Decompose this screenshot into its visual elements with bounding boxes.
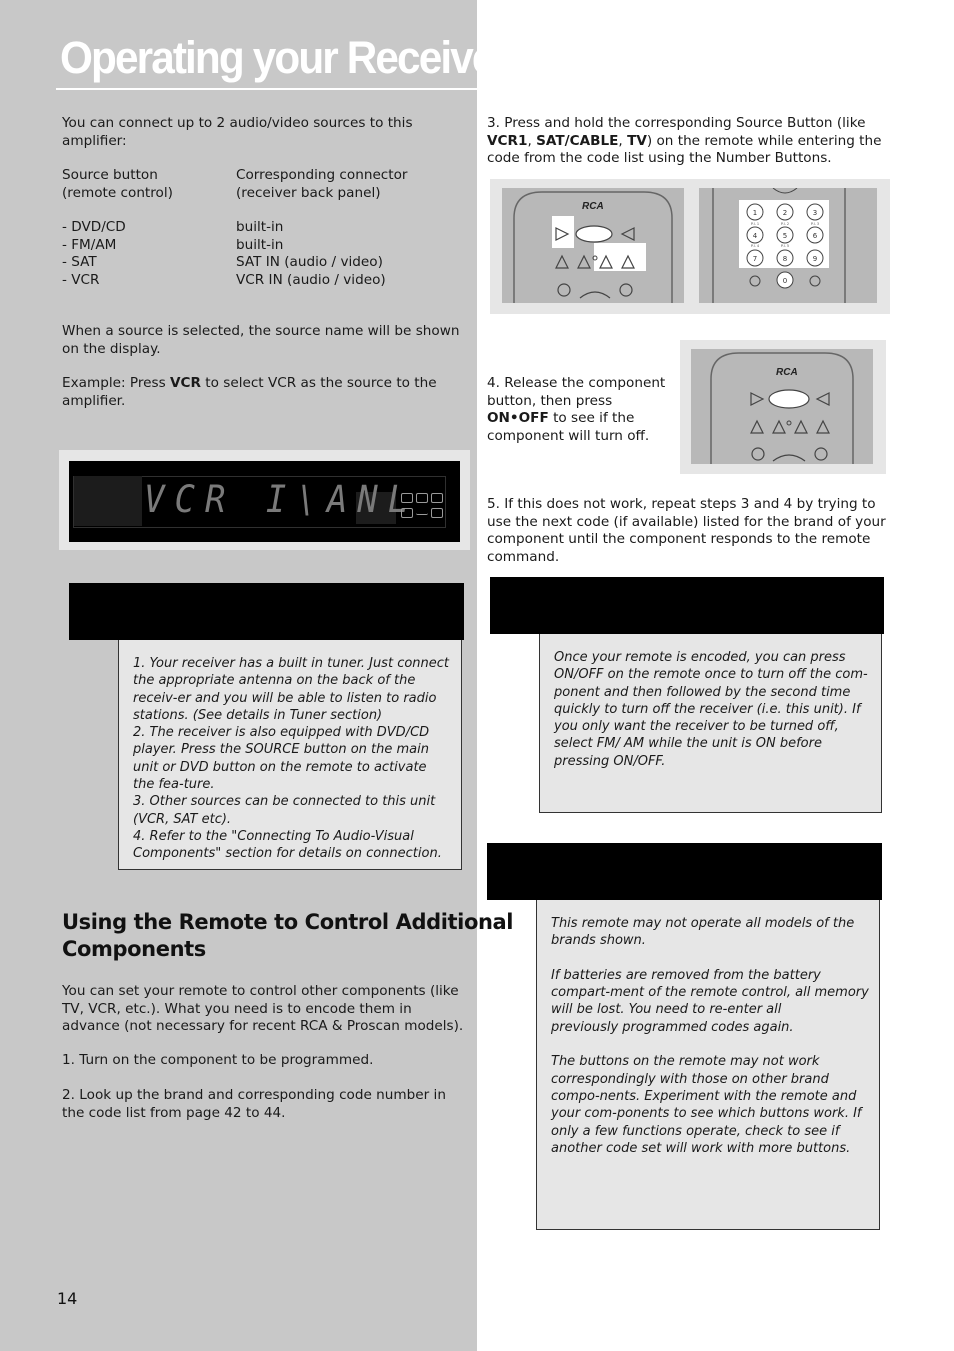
table-row-source: - FM/AM <box>62 236 117 253</box>
svg-text:5: 5 <box>782 232 788 240</box>
notes-header-bar <box>69 583 464 640</box>
source-selected-text: When a source is selected, the source name will be shown on the display. <box>62 323 460 357</box>
svg-text:2: 2 <box>782 209 788 217</box>
intro-text: You can connect up to 2 audio/video sources to this amplifier: <box>62 115 413 149</box>
remote-top-drawing <box>502 188 684 303</box>
lcd-indicator-icons <box>400 490 446 522</box>
remote-onoff-illustration <box>691 349 873 464</box>
remote-keypad-drawing <box>699 188 877 303</box>
table-row-connector: SAT IN (audio / video) <box>236 254 383 270</box>
svg-text:P.I. 5: P.I. 5 <box>780 244 790 248</box>
page-number: 14 <box>57 1289 78 1308</box>
svg-text:8: 8 <box>782 255 788 263</box>
lcd-display-text: VCR I\ANL <box>144 478 419 522</box>
remote-onoff-drawing <box>691 349 873 464</box>
example-text: Example: Press VCR to select VCR as the source to the amplifier. <box>62 375 437 409</box>
note-2-header-bar <box>487 843 882 900</box>
svg-text:RCA: RCA <box>776 367 798 378</box>
page-title: Operating your Receiver <box>60 32 509 83</box>
svg-text:P.I. 1: P.I. 1 <box>750 222 760 226</box>
table-row-source: - DVD/CD <box>62 219 126 235</box>
step-5-text: 5. If this does not work, repeat steps 3 and 4 by trying to use the next code (if available) listed for the brand of your component until the component responds to the remote command. <box>487 496 886 565</box>
svg-text:9: 9 <box>812 255 818 263</box>
notes-text: 1. Your receiver has a built in tuner. Just connect the appropriate antenna on the back of the receiv-er and you will be able to listen to radio stations. (See details in Tuner section) 2. The receiver is also equipped with DVD/CD player. Press the SOURCE button on the main unit or DVD button on the remote to activate the fea-ture. 3. Other sources can be connected to this unit (VCR, SAT etc). 4. Refer to the "Connecting To Audio-Visual Components" section for details on connection. <box>133 656 450 862</box>
remote-keypad-illustration <box>699 188 877 303</box>
remote-top-illustration <box>502 188 684 303</box>
table-row-source: - VCR <box>62 271 100 288</box>
step-2-text: 2. Look up the brand and corresponding code number in the code list from page 42 to 44. <box>62 1087 446 1121</box>
svg-text:P.I. 3: P.I. 3 <box>810 222 820 226</box>
svg-text:1: 1 <box>752 209 758 217</box>
svg-text:7: 7 <box>752 255 758 263</box>
table-row-connector: built-in <box>236 236 284 253</box>
section-heading: Using the Remote to Control Additional Components <box>62 910 514 961</box>
svg-text:4: 4 <box>752 232 758 240</box>
title-underline <box>56 88 478 90</box>
table-row-source: - SAT <box>62 254 97 270</box>
table-header-source: Source button (remote control) <box>62 167 173 201</box>
remote-intro-text: You can set your remote to control other components (like TV, VCR, etc.). What you need is to encode them in advance (not necessary for recent RCA & Proscan models). <box>62 983 464 1034</box>
note-1-text: Once your remote is encoded, you can press ON/OFF on the remote once to turn off the com-ponent and then followed by the second time quickly to turn off the receiver (i.e. this unit). If you only want the receiver to be turned off, select FM/ AM while the unit is ON before pressing ON/OFF. <box>554 650 868 769</box>
table-row-connector: built-in <box>236 219 284 235</box>
svg-text:3: 3 <box>812 209 818 217</box>
svg-text:P.I. 4: P.I. 4 <box>750 244 760 248</box>
table-row-connector: VCR IN (audio / video) <box>236 271 386 288</box>
svg-text:6: 6 <box>812 232 818 240</box>
step-1-text: 1. Turn on the component to be programmed. <box>62 1052 374 1068</box>
table-header-connector: Corresponding connector (receiver back panel) <box>236 167 408 201</box>
note-1-header-bar <box>490 577 884 634</box>
step-4-text: 4. Release the component button, then press ON•OFF to see if the component will turn off. <box>487 375 666 444</box>
note-2-text: This remote may not operate all models of the brands shown. If batteries are removed from the battery compart-ment of the remote control, all memory will be lost. You need to re-enter all previously programmed codes again. The buttons on the remote may not work correspondingly with those on other brand compo-nents. Experiment with the remote and your com-ponents to see which buttons work. If only a few functions operate, check to see if another code set will work with more buttons. <box>551 916 869 1156</box>
svg-text:0: 0 <box>782 277 788 285</box>
step-3-text: 3. Press and hold the corresponding Source Button (like VCR1, SAT/CABLE, TV) on the remote while entering the code from the code list using the Number Buttons. <box>487 115 882 166</box>
svg-text:RCA: RCA <box>582 201 604 212</box>
svg-text:P.I. 2: P.I. 2 <box>780 222 790 226</box>
